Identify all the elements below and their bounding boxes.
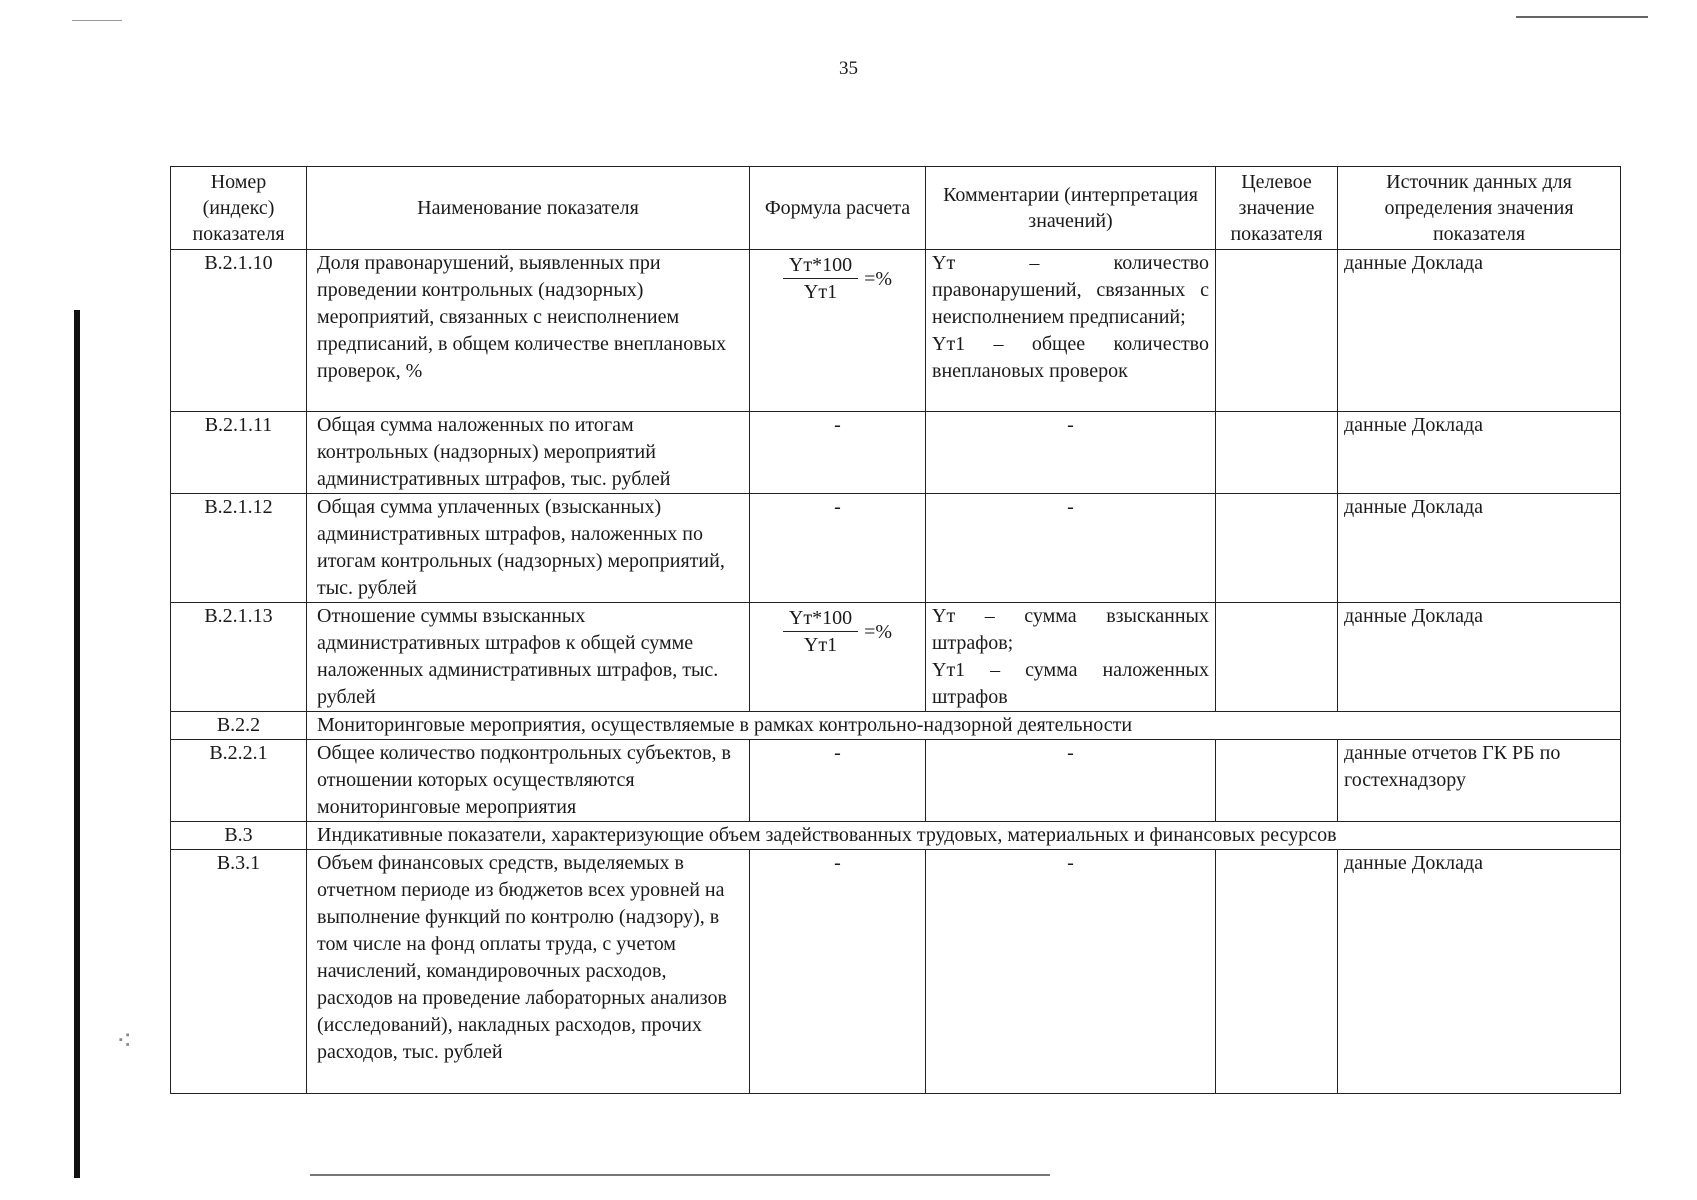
formula-numerator: Yт*100: [783, 252, 858, 279]
section-code: В.3: [171, 822, 307, 850]
formula-result: =%: [864, 267, 893, 290]
header-target: Целевое значение показателя: [1216, 167, 1338, 250]
row-comment: [926, 603, 1216, 712]
indicator-table: [170, 166, 1621, 1094]
row-code: В.2.1.11: [171, 412, 307, 494]
row-target: [1216, 603, 1338, 712]
section-code: В.2.2: [171, 712, 307, 740]
page-number: 35: [839, 58, 858, 79]
row-source: данные Доклада: [1338, 250, 1621, 412]
row-target: [1216, 250, 1338, 412]
row-name: Общая сумма наложенных по итогам контрольных (надзорных) мероприятий административных штрафов, тыс. рублей: [307, 412, 750, 494]
scan-smudge: ⁖: [116, 1026, 133, 1057]
row-comment: -: [926, 850, 1216, 1094]
row-formula: -: [750, 412, 926, 494]
comment-line: Yт – сумма взысканных штрафов;: [932, 605, 1209, 654]
formula-fraction: [783, 605, 858, 658]
formula-numerator: Yт*100: [783, 605, 858, 632]
row-code: В.3.1: [171, 850, 307, 1094]
table-row: [171, 740, 1621, 822]
section-row: [171, 822, 1621, 850]
header-code: Номер (индекс) показателя: [171, 167, 307, 250]
row-name: Доля правонарушений, выявленных при проведении контрольных (надзорных) мероприятий, связанных с неисполнением предписаний, в общем количестве внеплановых проверок, %: [307, 250, 750, 412]
row-target: [1216, 850, 1338, 1094]
table-header-row: [171, 167, 1621, 250]
row-source: данные Доклада: [1338, 494, 1621, 603]
row-formula: -: [750, 850, 926, 1094]
comment-line: Yт1 – сумма наложенных штрафов: [932, 659, 1209, 708]
row-comment: -: [926, 412, 1216, 494]
table-row: [171, 850, 1621, 1094]
formula: [783, 605, 892, 658]
row-formula: [750, 603, 926, 712]
scan-mark-top-right: [1516, 16, 1648, 18]
row-comment: [926, 250, 1216, 412]
row-code: В.2.2.1: [171, 740, 307, 822]
scan-mark-top-left: [72, 20, 122, 21]
row-name: Общая сумма уплаченных (взысканных) административных штрафов, наложенных по итогам контрольных (надзорных) мероприятий, тыс. рублей: [307, 494, 750, 603]
formula: [783, 252, 892, 305]
row-comment: -: [926, 740, 1216, 822]
section-row: [171, 712, 1621, 740]
table-row: [171, 603, 1621, 712]
scan-binding-bar: [74, 310, 80, 1178]
row-name: Отношение суммы взысканных административных штрафов к общей сумме наложенных административных штрафов, тыс. рублей: [307, 603, 750, 712]
table-row: [171, 412, 1621, 494]
section-title: Мониторинговые мероприятия, осуществляемые в рамках контрольно-надзорной деятельности: [307, 712, 1621, 740]
header-comment: Комментарии (интерпретация значений): [926, 167, 1216, 250]
formula-result: =%: [864, 620, 893, 643]
section-title: Индикативные показатели, характеризующие объем задействованных трудовых, материальных и финансовых ресурсов: [307, 822, 1621, 850]
row-target: [1216, 494, 1338, 603]
table-row: [171, 494, 1621, 603]
formula-denominator: Yт1: [803, 281, 838, 303]
scan-mark-bottom: [310, 1174, 1050, 1176]
row-target: [1216, 740, 1338, 822]
row-name: Общее количество подконтрольных субъектов, в отношении которых осуществляются мониторинговые мероприятия: [307, 740, 750, 822]
row-target: [1216, 412, 1338, 494]
row-formula: -: [750, 494, 926, 603]
row-formula: -: [750, 740, 926, 822]
comment-line: Yт – количество правонарушений, связанных с неисполнением предписаний;: [932, 252, 1209, 328]
row-source: данные Доклада: [1338, 850, 1621, 1094]
row-formula: [750, 250, 926, 412]
row-code: В.2.1.13: [171, 603, 307, 712]
row-comment: -: [926, 494, 1216, 603]
row-source: данные отчетов ГК РБ по гостехнадзору: [1338, 740, 1621, 822]
formula-denominator: Yт1: [803, 634, 838, 656]
row-code: В.2.1.10: [171, 250, 307, 412]
row-source: данные Доклада: [1338, 603, 1621, 712]
table-row: [171, 250, 1621, 412]
row-source: данные Доклада: [1338, 412, 1621, 494]
header-name: Наименование показателя: [307, 167, 750, 250]
row-name: Объем финансовых средств, выделяемых в отчетном периоде из бюджетов всех уровней на выполнение функций по контролю (надзору), в том числе на фонд оплаты труда, с учетом начислений, командировочных расходов, расходов на проведение лабораторных анализов (исследований), накладных расходов, прочих расходов, тыс. рублей: [307, 850, 750, 1094]
header-formula: Формула расчета: [750, 167, 926, 250]
formula-fraction: [783, 252, 858, 305]
row-code: В.2.1.12: [171, 494, 307, 603]
comment-line: Yт1 – общее количество внеплановых проверок: [932, 333, 1209, 382]
header-source: Источник данных для определения значения показателя: [1338, 167, 1621, 250]
